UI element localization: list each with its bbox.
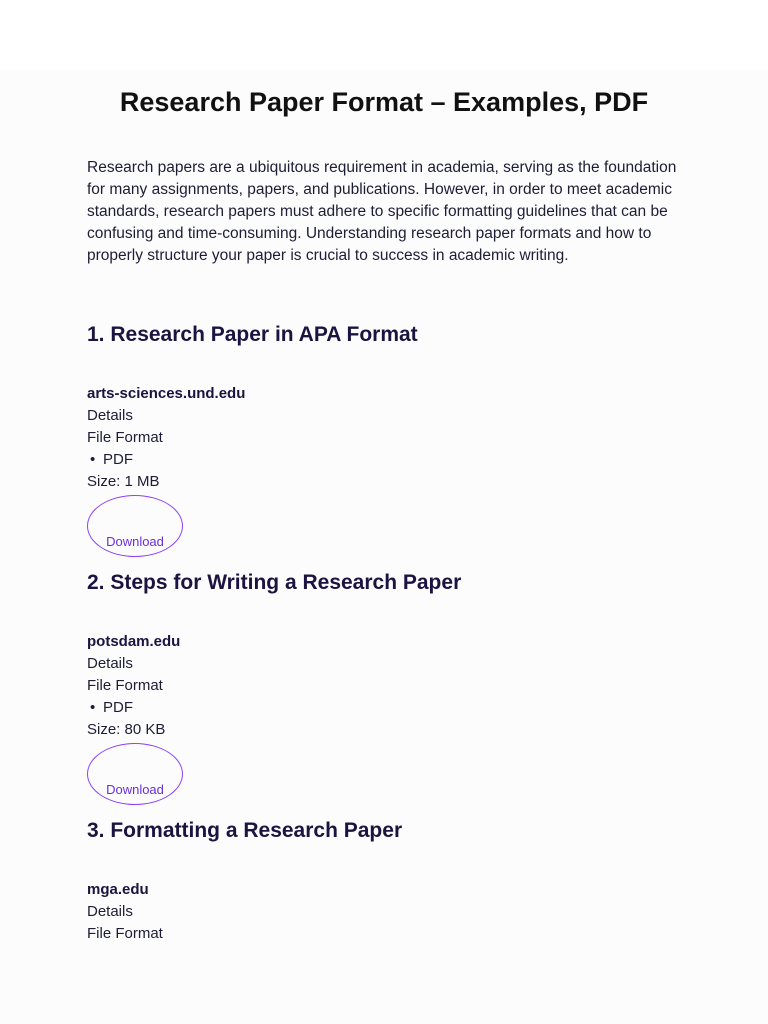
source-domain: arts-sciences.und.edu xyxy=(87,385,246,402)
download-button-label: Download xyxy=(106,534,164,549)
details-label: Details xyxy=(87,655,133,672)
file-format-label: File Format xyxy=(87,925,163,942)
section-formatting xyxy=(87,816,687,945)
intro-paragraph: Research papers are a ubiquitous requirement in academia, serving as the foundation for many assignments, papers, and publications. However, in order to meet academic standards, research papers must adhere to specific formatting guidelines that can be confusing and time-consuming. Understanding research paper formats and how to properly structure your paper is crucial to success in academic writing. xyxy=(87,159,677,264)
source-domain: mga.edu xyxy=(87,881,149,898)
section-heading: 1. Research Paper in APA Format xyxy=(87,323,418,346)
section-apa-format xyxy=(87,320,687,557)
file-format-item: • PDF xyxy=(87,697,687,719)
section-heading: 2. Steps for Writing a Research Paper xyxy=(87,571,462,594)
download-button-label: Download xyxy=(106,782,164,797)
file-size: Size: 80 KB xyxy=(87,721,166,738)
section-writing-steps xyxy=(87,568,687,805)
details-label: Details xyxy=(87,903,133,920)
download-button[interactable] xyxy=(87,495,183,557)
file-format-label: File Format xyxy=(87,677,163,694)
details-label: Details xyxy=(87,407,133,424)
file-format-item: • PDF xyxy=(87,449,687,471)
file-size: Size: 1 MB xyxy=(87,473,160,490)
section-heading: 3. Formatting a Research Paper xyxy=(87,819,403,842)
source-domain: potsdam.edu xyxy=(87,633,181,650)
page-title: Research Paper Format – Examples, PDF xyxy=(119,87,649,117)
file-format-label: File Format xyxy=(87,429,163,446)
download-button[interactable] xyxy=(87,743,183,805)
